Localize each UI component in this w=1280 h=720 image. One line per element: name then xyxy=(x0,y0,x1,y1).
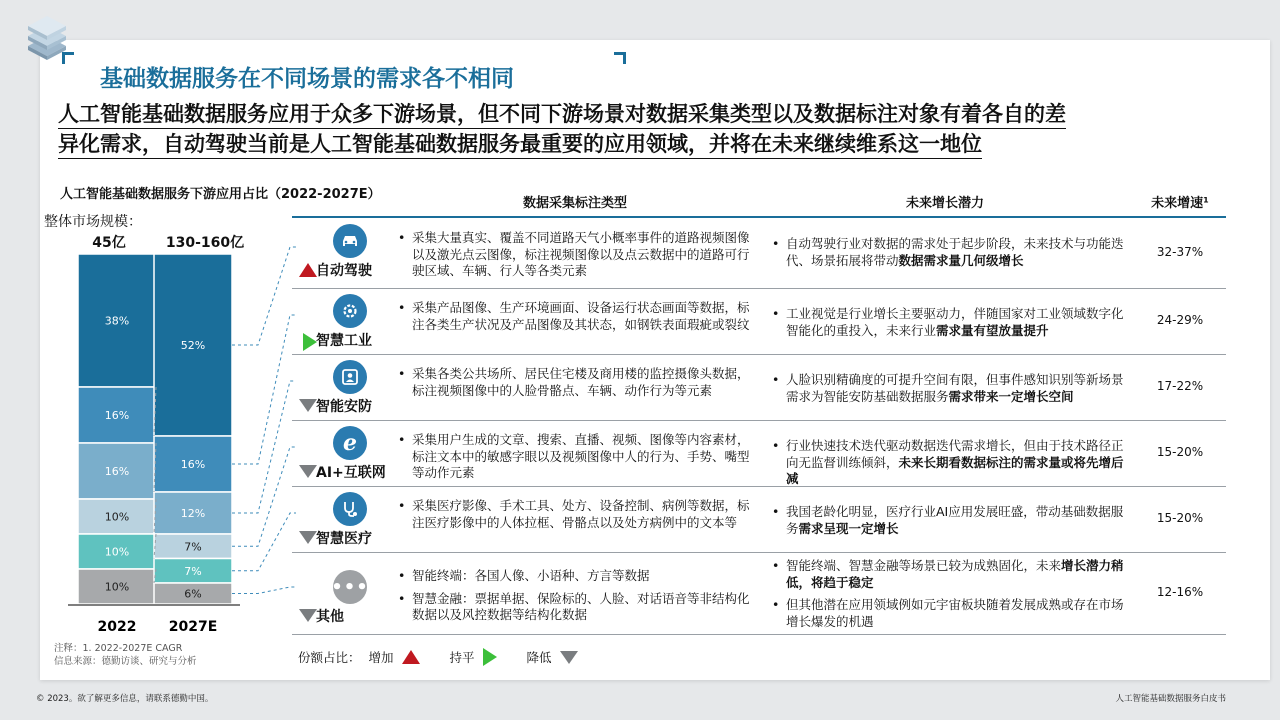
potential-item xyxy=(770,504,1132,537)
potential-text: 行业快速技术迭代驱动数据迭代需求增长，但由于技术路径正向无监督训练倾斜， xyxy=(786,438,1124,470)
bar-label-2027E-1: 16% xyxy=(180,458,206,471)
growth-rate: 24-29% xyxy=(1156,313,1204,327)
potential-highlight: 未来长期看数据标注的需求量或将先增后减 xyxy=(786,454,1124,486)
potential-text: 自动驾驶行业对数据的需求处于起步阶段，未来技术与功能迭代、场景拓展将带动 xyxy=(786,236,1124,268)
growth-rate: 15-20% xyxy=(1156,445,1204,459)
growth-rate: 12-16% xyxy=(1156,585,1204,599)
potential-item: • 但其他潜在应用领域例如元宇宙板块随着发展成熟或存在市场增长爆发的机遇 xyxy=(770,597,1132,630)
collect-text: • 采集产品图像、生产环境画面、设备运行状态画面等数据，标注各类生产状况及产品图像及其状态，如钢铁表面瑕疵或裂纹 xyxy=(396,300,758,333)
bar-label-2022-3: 10% xyxy=(104,510,130,524)
potential-cell xyxy=(770,306,1132,339)
bar-label-2022-0: 38% xyxy=(104,314,130,328)
bar-label-2027E-5: 6% xyxy=(184,587,202,601)
segment-leader-4 xyxy=(232,513,296,571)
potential-cell xyxy=(770,236,1132,269)
potential-highlight: 数据需求量几何级增长 xyxy=(898,252,1024,268)
collect-cell xyxy=(396,366,758,399)
potential-cell xyxy=(770,372,1132,405)
segment-leader-2 xyxy=(232,381,296,513)
more-dots-icon: ••• xyxy=(333,570,367,604)
legend-prefix: 份额占比： xyxy=(298,650,361,665)
potential-cell xyxy=(770,438,1132,488)
x-tick-2022: 2022 xyxy=(97,619,137,635)
header-growth: 未来增速¹ xyxy=(1151,196,1209,211)
segment-label: AI+互联网 xyxy=(316,465,386,481)
potential-text: 我国老龄化明显，医疗行业AI应用发展旺盛，带动基础数据服务 xyxy=(786,504,1124,536)
potential-text: 智能终端、智慧金融等场景已较为成熟固化，未来 xyxy=(786,558,1062,573)
legend-down-label: 降低 xyxy=(526,650,552,665)
potential-text: 人脸识别精确度的可提升空间有限，但事件感知识别等新场景需求为智能安防基础数据服务 xyxy=(786,372,1124,404)
collect-cell xyxy=(396,230,758,280)
triangle-up-icon xyxy=(299,263,317,277)
table-row-divider xyxy=(292,634,1226,635)
collect-cell xyxy=(396,300,758,333)
potential-item xyxy=(770,438,1132,488)
collect-cell xyxy=(396,568,758,624)
triangle-up-icon xyxy=(402,650,420,664)
table-row-divider xyxy=(292,420,1226,421)
note-cagr: 注释：1. 2022-2027E CAGR xyxy=(54,643,183,654)
table-header-rule xyxy=(292,216,1226,218)
bar-label-2027E-0: 52% xyxy=(180,339,206,352)
legend-up-label: 增加 xyxy=(368,650,394,665)
segment-label: 智能安防 xyxy=(316,399,372,415)
stethoscope-icon xyxy=(333,492,367,526)
bar-label-2022-4: 10% xyxy=(104,545,130,559)
subtitle-line-2: 异化需求，自动驾驶当前是人工智能基础数据服务最重要的应用领域，并将在未来继续维系这一地位 xyxy=(58,130,982,159)
potential-item xyxy=(770,236,1132,269)
table-row-divider xyxy=(292,288,1226,289)
footnotes xyxy=(54,642,197,668)
footer-copyright: © 2023。欲了解更多信息，请联系德勤中国。 xyxy=(36,694,214,704)
footer-doc-title: 人工智能基础数据服务白皮书 xyxy=(1115,694,1226,704)
market-size-2027e: 130-160亿 xyxy=(165,235,245,251)
segment-label: 智慧工业 xyxy=(316,333,372,349)
potential-highlight: 增长潜力稍低，将趋于稳定 xyxy=(786,558,1124,590)
triangle-down-icon xyxy=(299,465,317,478)
triangle-down-icon xyxy=(560,651,578,664)
triangle-down-icon xyxy=(299,609,317,622)
segment-label: 其他 xyxy=(316,609,344,625)
bar-label-2027E-3: 7% xyxy=(184,540,202,554)
collect-text: • 采集大量真实、覆盖不同道路天气小概率事件的道路视频图像以及激光点云图像，标注视频图像以及点云数据中的道路可行驶区域、车辆、行人等各类元素 xyxy=(396,230,758,280)
triangle-down-icon xyxy=(299,399,317,412)
segment-leader-3 xyxy=(232,447,296,546)
segment-leader-5 xyxy=(232,587,296,594)
potential-text: 工业视觉是行业增长主要驱动力，伴随国家对工业领域数字化智能化的重投入，未来行业 xyxy=(786,306,1124,338)
bar-label-2022-1: 16% xyxy=(104,409,130,422)
subtitle-line-1: 人工智能基础数据服务应用于众多下游场景，但不同下游场景对数据采集类型以及数据标注对象有着各自的差 xyxy=(58,100,1066,129)
chart-title: 人工智能基础数据服务下游应用占比（2022-2027E） xyxy=(60,187,381,202)
gear-icon xyxy=(333,294,367,328)
bar-label-2022-2: 16% xyxy=(104,465,130,478)
bar-label-2022-5: 10% xyxy=(104,580,130,594)
security-camera-icon xyxy=(333,360,367,394)
potential-item xyxy=(770,306,1132,339)
potential-highlight: 需求带来一定增长空间 xyxy=(948,388,1074,404)
triangle-right-icon xyxy=(483,648,497,666)
segment-leader-1 xyxy=(232,315,296,464)
internet-explorer-icon: e xyxy=(333,426,367,460)
bar-label-2027E-2: 12% xyxy=(180,507,206,520)
page-title: 基础数据服务在不同场景的需求各不相同 xyxy=(100,66,514,92)
car-icon xyxy=(333,224,367,258)
trend-legend xyxy=(298,648,578,666)
collect-text: • 采集用户生成的文章、搜索、直播、视频、图像等内容素材，标注文本中的敏感字眼以及视频图像中人的行为、手势、嘴型等动作元素 xyxy=(396,432,758,482)
growth-rate: 17-22% xyxy=(1156,379,1204,393)
collect-cell xyxy=(396,432,758,482)
market-size-2022: 45亿 xyxy=(92,235,126,251)
potential-highlight: 需求呈现一定增长 xyxy=(798,520,899,536)
collect-item: • 智慧金融：票据单据、保险标的、人脸、对话语音等非结构化数据以及风控数据等结构化数据 xyxy=(396,591,758,624)
segment-label: 自动驾驶 xyxy=(316,263,372,279)
legend-flat-label: 持平 xyxy=(449,650,475,665)
table-row-divider xyxy=(292,486,1226,487)
market-size-label: 整体市场规模： xyxy=(44,214,142,230)
bar-label-2027E-4: 7% xyxy=(184,564,202,578)
growth-rate: 15-20% xyxy=(1156,511,1204,525)
triangle-down-icon xyxy=(299,531,317,544)
collect-cell xyxy=(396,498,758,531)
table-row-divider xyxy=(292,552,1226,553)
note-source: 信息来源：德勤访谈、研究与分析 xyxy=(54,656,197,667)
segment-label: 智慧医疗 xyxy=(316,531,372,547)
collect-text: • 采集各类公共场所、居民住宅楼及商用楼的监控摄像头数据，标注视频图像中的人脸骨骼点、车辆、动作行为等元素 xyxy=(396,366,758,399)
triangle-right-icon xyxy=(303,333,317,351)
potential-item xyxy=(770,372,1132,405)
potential-item xyxy=(770,558,1132,591)
x-tick-2027E: 2027E xyxy=(168,619,218,635)
potential-highlight: 需求量有望放量提升 xyxy=(936,322,1049,338)
header-collect: 数据采集标注类型 xyxy=(522,196,627,211)
potential-cell xyxy=(770,504,1132,537)
growth-rate: 32-37% xyxy=(1156,245,1204,259)
table-row-divider xyxy=(292,354,1226,355)
header-potential: 未来增长潜力 xyxy=(905,196,984,211)
collect-item: • 智能终端：各国人像、小语种、方言等数据 xyxy=(396,568,758,585)
collect-text: • 采集医疗影像、手术工具、处方、设备控制、病例等数据，标注医疗影像中的人体拉框、骨骼点以及处方病例中的文本等 xyxy=(396,498,758,531)
potential-cell xyxy=(770,558,1132,630)
